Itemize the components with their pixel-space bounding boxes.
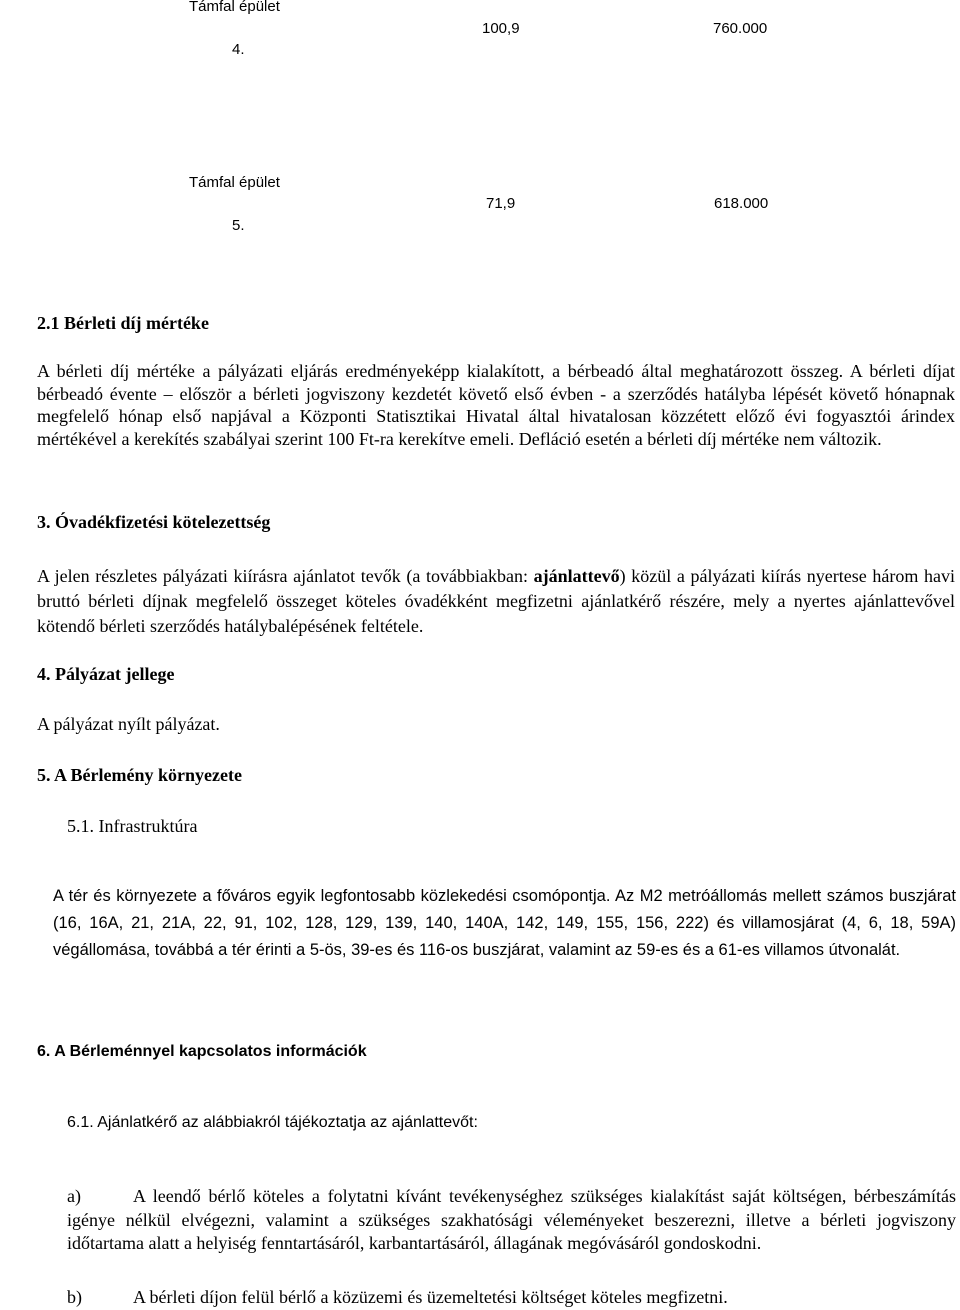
section-5-1-body: A tér és környezete a főváros egyik legfontosabb közlekedési csomópontja. Az M2 metróállomás mellett számos buszjárat (16, 16A, 21, 21A, 22, 91, 102, 128, 129, 139, 140, 140A, 142, 149, 155, 156, 222) és villamosjárat (4, 6, 18, 59A) végállomása, továbbá a tér érinti a 5-ös, 39-es és 116-os buszjárat, valamint az 59-es és a 61-es villamos útvonalát. xyxy=(53,887,956,959)
list-item-label: b) xyxy=(67,1287,82,1307)
list-item-text: A bérleti díjon felül bérlő a közüzemi és üzemeltetési költséget köteles megfizetni. xyxy=(133,1287,728,1307)
row-area: 71,9 xyxy=(486,195,516,212)
list-item xyxy=(67,1286,956,1310)
list-item-label: a) xyxy=(67,1186,81,1206)
row-price: 618.000 xyxy=(714,195,769,212)
list-item xyxy=(67,1185,956,1256)
section-5-heading: 5. A Bérlemény környezete xyxy=(37,765,242,785)
row-area: 100,9 xyxy=(482,20,520,37)
section-2-1-heading: 2.1 Bérleti díj mértéke xyxy=(37,313,209,333)
section-3-body-after: ) közül a pályázati kiírás nyertese három havi bruttó bérleti díjnak megfelelő összeget köteles óvadékként megfizetni ajánlatkérő részére, mely a nyertes ajánlattevővel kötendő bérleti szerződés hatálybalépésének feltétele. xyxy=(37,566,955,636)
section-5-1-heading: 5.1. Infrastruktúra xyxy=(67,816,198,836)
section-4-heading: 4. Pályázat jellege xyxy=(37,664,175,684)
section-4-body: A pályázat nyílt pályázat. xyxy=(37,714,220,734)
section-3-body-before: A jelen részletes pályázati kiírásra ajánlatot tevők (a továbbiakban: xyxy=(37,566,534,586)
section-2-1-body: A bérleti díj mértéke a pályázati eljárás eredményeképp kialakított, a bérbeadó által meghatározott összeg. A bérleti díjat bérbeadó évente – először a bérleti jogviszony kezdetét követő első évben - a szerződés hatályba lépését követő hónapnak megfelelő hónap első napjával a Központi Statisztikai Hivatal által hivatalosan közzétett előző évi fogyasztói árindex mértékével a kerekítés szabályai szerint 100 Ft-ra kerekítve emeli. Defláció esetén a bérleti díj mértéke nem változik. xyxy=(37,361,955,449)
row-name-line1: Támfal épület xyxy=(189,174,280,191)
section-3-heading: 3. Óvadékfizetési kötelezettség xyxy=(37,512,271,532)
list-item-text: A leendő bérlő köteles a folytatni kívánt tevékenységhez szükséges kialakítást saját költségen, bérbeszámítás igénye nélkül elvégezni, valamint a szükséges szakhatósági véleményeket beszerezni, illetve a bérleti jogviszony időtartama alatt a helyiség fenntartásáról, karbantartásáról, állagának megóvásáról gondoskodni. xyxy=(67,1186,956,1253)
row-name-line2: 5. xyxy=(232,217,245,234)
section-6-heading: 6. A Bérleménnyel kapcsolatos információk xyxy=(37,1043,367,1060)
row-name-line1: Támfal épület xyxy=(189,0,280,15)
defined-term: ajánlattevő xyxy=(533,566,620,586)
section-3-body xyxy=(37,564,955,639)
section-6-1-heading: 6.1. Ajánlatkérő az alábbiakról tájékoztatja az ajánlattevőt: xyxy=(67,1114,478,1131)
row-price: 760.000 xyxy=(713,20,768,37)
row-name-line2: 4. xyxy=(232,41,245,58)
